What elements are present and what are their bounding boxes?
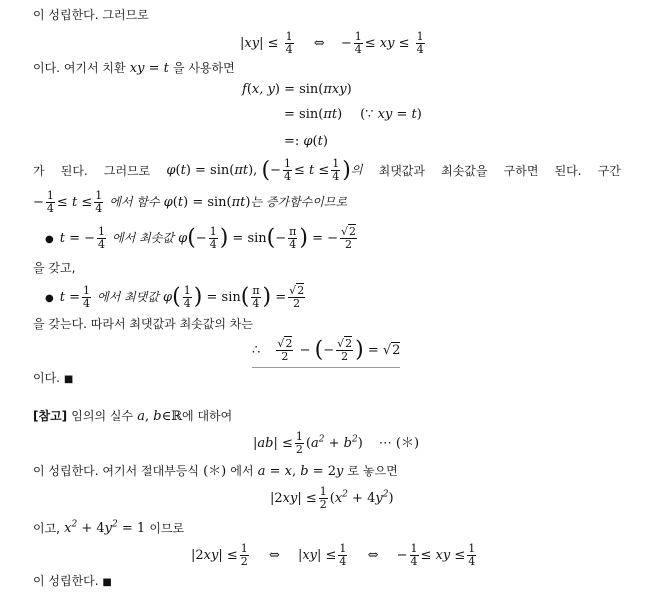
text-line: 이 성립한다. 그러므로 [33,8,149,22]
text-line: 이다. 여기서 치환 xy = t 을 사용하면 [33,61,235,76]
equation-f: f(x, y) = sin(πxy) [242,82,352,97]
text-line: 이 성립한다. ■ [33,574,112,588]
bullet-item-min: ● t = − $\frac{1}{4}$ 에서 최솟값 φ(− $\frac{1}{4}$ ) = sin(− $\frac{\pi}{4}$ ) = − $\frac{√2}{2}$ [45,225,357,251]
text-line: 을 갖는다. 따라서 최댓값과 최솟값의 차는 [33,317,253,331]
equation-1: |xy| ≤ $\frac{1}{4}$ ⇔ − $\frac{1}{4}$ ≤ xy ≤ $\frac{1}{4}$ [240,30,424,56]
text-line: 이 성립한다. 여기서 절대부등식 (＊) 에서 a = x, b = 2y 로 놓으면 [33,464,398,479]
result-equation: ∴ $\frac{√2}{2}$ − (− $\frac{√2}{2}$ ) = √2 [252,338,400,368]
reference-line: [참고] 임의의 실수 a, b∈ℝ에 대하여 [33,409,233,424]
equation-f3: =: φ(t) [284,134,328,149]
equation-2xy: |2xy| ≤ $\frac{1}{2}$ $(x^2 + 4y^2)$ [270,485,394,511]
text-line: − $\frac{1}{4}$ ≤ t ≤ $\frac{1}{4}$ 에서 함수 φ(t) = sin(πt)는 증가함수이므로 [33,189,348,215]
equation-ab: |ab| ≤ $\frac{1}{2}$ $(a^2 + b^2)$ ⋯ (＊) [253,430,420,456]
equation-final: |2xy| ≤ $\frac{1}{2}$ ⇔ |xy| ≤ $\frac{1}{4}$ ⇔ − $\frac{1}{4}$ ≤ xy ≤ $\frac{1}{4}$ [191,542,476,568]
bullet-item-max: ● t = $\frac{1}{4}$ 에서 최댓값 φ( $\frac{1}{4}$ ) = sin( $\frac{\pi}{4}$ ) = $\frac{√2}{2}$ [45,284,305,310]
equation-f2: = sin(πt) (∵ xy = t) [284,107,422,122]
text-line: 이다. ■ [33,371,74,385]
justified-line: 가 된다. 그러므로 φ(t) = sin(πt), (− $\frac{1}{4}$ ≤ t ≤ $\frac{1}{4}$ )의 최댓값과 최솟값을 구하면 된다. 구간 [33,156,621,183]
text-line: 을 갖고, [33,261,76,275]
text-line: 이고, $x^2 + 4y^2 = 1$ 이므로 [33,520,185,537]
